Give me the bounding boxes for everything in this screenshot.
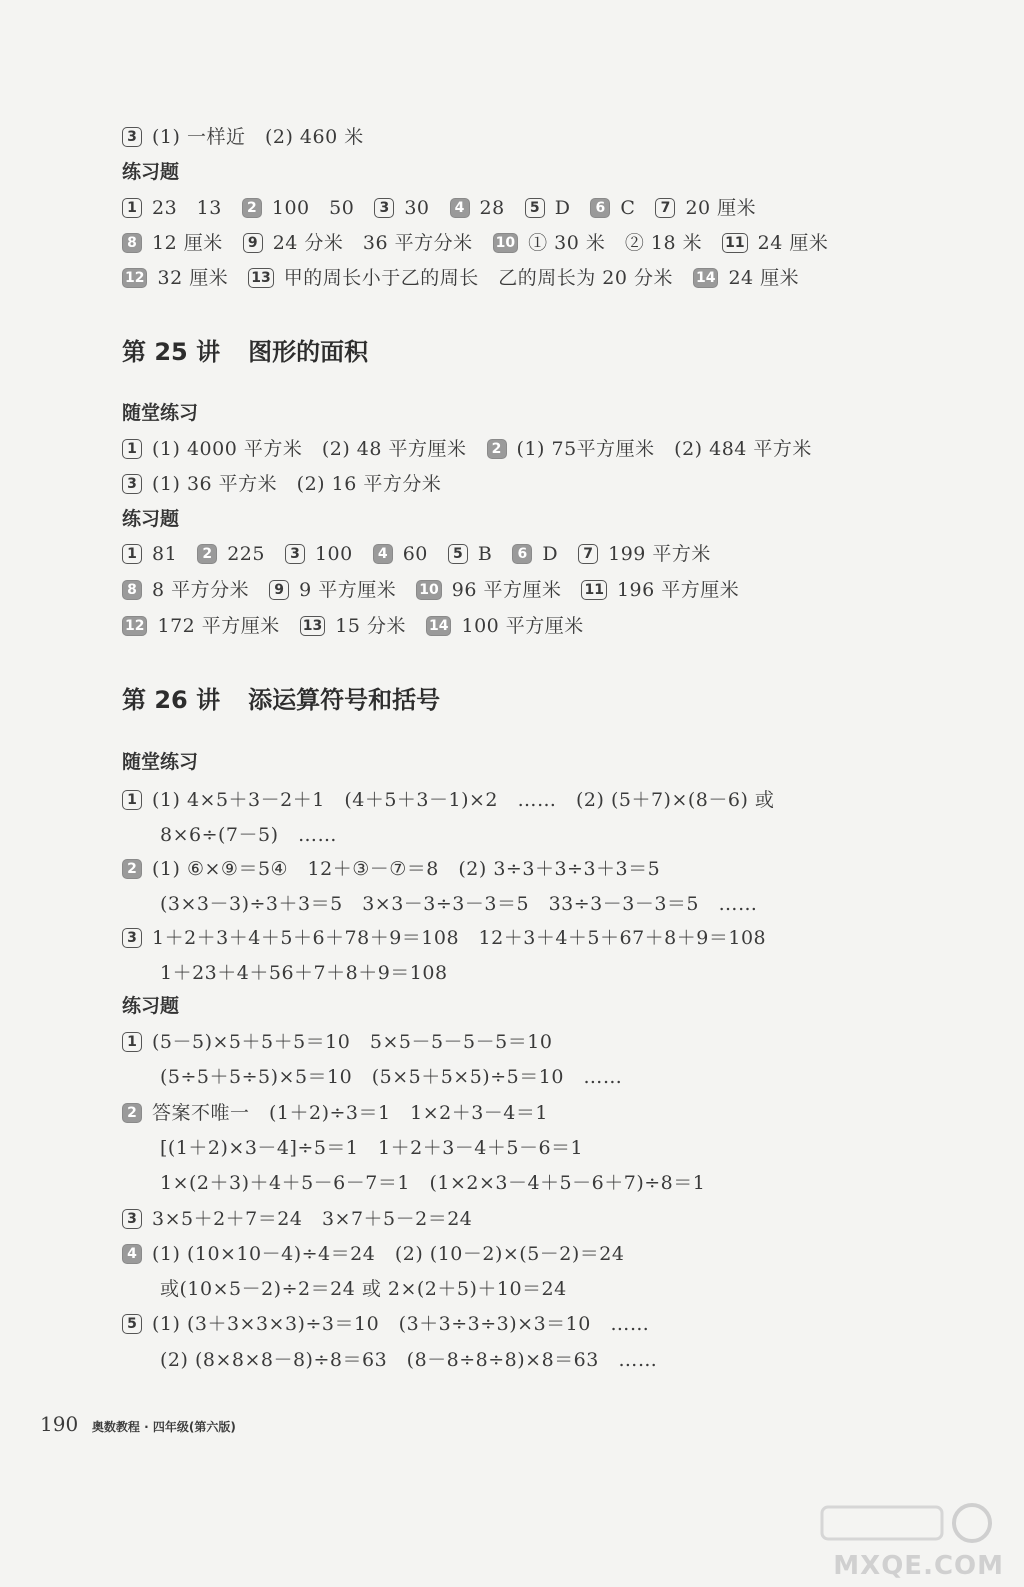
answer-item — [722, 228, 828, 258]
question-number-badge: 6 — [512, 544, 532, 564]
answer-text: 15 分米 — [335, 615, 406, 637]
answer-row — [122, 228, 828, 258]
question-number-badge: 3 — [122, 474, 142, 494]
question-number-badge: 11 — [722, 233, 747, 253]
question-number-badge: 2 — [122, 1103, 142, 1123]
answer-text: 32 厘米 — [157, 267, 229, 289]
practice-label: 随堂练习 — [122, 402, 199, 424]
question-number-badge: 6 — [590, 198, 610, 218]
question-number-badge: 1 — [122, 198, 142, 218]
answer-text: D — [542, 543, 559, 565]
answer-text: 30 — [404, 197, 430, 219]
answer-row — [122, 575, 739, 605]
answer-text: C — [620, 197, 636, 219]
practice-label: 随堂练习 — [122, 751, 199, 773]
question-number-badge: 7 — [578, 544, 598, 564]
answer-text: 9 平方厘米 — [299, 579, 397, 601]
question-number-badge: 2 — [242, 198, 262, 218]
answer-line — [122, 1027, 552, 1057]
answer-item — [493, 228, 703, 258]
answer-item — [374, 193, 429, 223]
question-number-badge: 14 — [426, 616, 451, 636]
answer-item — [269, 575, 396, 605]
question-number-badge: 3 — [122, 1209, 142, 1229]
answer-text: 1＋2＋3＋4＋5＋6＋78＋9＝108 12＋3＋4＋5＋67＋8＋9＝108 — [152, 927, 767, 949]
answer-text: 100 — [314, 543, 353, 565]
answer-text: 8×6÷(7－5) …… — [160, 823, 338, 846]
answer-item — [285, 539, 353, 569]
answer-text: (1) 4000 平方米 (2) 48 平方厘米 — [152, 438, 467, 460]
answer-text: 23 13 — [152, 197, 222, 219]
answer-item — [581, 575, 739, 605]
answer-text: (1) ⑥×⑨＝5④ 12＋③－⑦＝8 (2) 3÷3＋3÷3＋3＝5 — [152, 858, 661, 880]
answer-text: 3×5＋2＋7＝24 3×7＋5－2＝24 — [152, 1207, 473, 1230]
answer-text: 60 — [402, 543, 428, 565]
answer-item — [416, 575, 561, 605]
answer-item — [122, 539, 177, 569]
lecture-title: 添运算符号和括号 — [248, 686, 441, 714]
answer-item — [122, 611, 280, 641]
answer-text: 12 厘米 — [152, 232, 223, 254]
answer-text: (2) (8×8×8－8)÷8＝63 (8－8÷8÷8)×8＝63 …… — [160, 1348, 658, 1371]
question-number-badge: 5 — [122, 1314, 142, 1334]
answer-row — [122, 469, 441, 499]
watermark-text: MXQE.COM — [833, 1551, 1004, 1581]
answer-line — [122, 1239, 624, 1269]
question-number-badge: 9 — [243, 233, 263, 253]
answer-item — [248, 263, 673, 293]
question-number-badge: 7 — [655, 198, 675, 218]
answer-line — [160, 1345, 657, 1375]
answer-item — [300, 611, 406, 641]
answer-row — [122, 122, 364, 152]
answer-text: 8 平方分米 — [152, 579, 250, 601]
question-number-badge: 8 — [122, 233, 142, 253]
question-number-badge: 2 — [487, 439, 507, 459]
answer-item — [655, 193, 756, 223]
answer-row — [122, 611, 584, 641]
answer-text: 20 厘米 — [685, 197, 757, 219]
question-number-badge: 1 — [122, 1032, 142, 1052]
answer-text: (1) 4×5＋3－2＋1 (4＋5＋3－1)×2 …… (2) (5＋7)×(8－6) 或 — [152, 789, 775, 811]
answer-line — [122, 1309, 649, 1339]
answer-row — [122, 193, 756, 223]
answer-item — [693, 263, 799, 293]
answer-text: 24 厘米 — [728, 267, 800, 289]
question-number-badge: 14 — [693, 268, 718, 288]
exercises-label: 练习题 — [122, 508, 180, 530]
answer-text: (5÷5＋5÷5)×5＝10 (5×5＋5×5)÷5＝10 …… — [160, 1066, 623, 1089]
answer-text: B — [477, 543, 493, 565]
answer-line — [160, 1133, 583, 1163]
answer-text: (3×3－3)÷3＋3＝5 3×3－3÷3－3＝5 33÷3－3－3＝5 …… — [160, 892, 758, 915]
answer-text: (5－5)×5＋5＋5＝10 5×5－5－5－5＝10 — [152, 1031, 553, 1053]
question-number-badge: 11 — [581, 580, 606, 600]
answer-item — [122, 434, 467, 464]
answer-text: 24 厘米 — [757, 232, 829, 254]
question-number-badge: 13 — [300, 616, 325, 636]
answer-line — [122, 785, 774, 815]
answer-line — [160, 1274, 567, 1304]
answer-text: 225 — [227, 543, 265, 565]
page-number: 190 — [40, 1412, 79, 1436]
answer-item — [122, 263, 228, 293]
answer-text: 甲的周长小于乙的周长 乙的周长为 20 分米 — [283, 267, 673, 289]
question-number-badge: 1 — [122, 439, 142, 459]
question-number-badge: 2 — [197, 544, 217, 564]
exercises-label: 练习题 — [122, 161, 180, 183]
lecture-title: 图形的面积 — [248, 338, 369, 366]
answer-line — [160, 889, 758, 919]
answer-text: 81 — [152, 543, 178, 565]
answer-text: 199 平方米 — [608, 543, 711, 565]
answer-text: 196 平方厘米 — [616, 579, 740, 601]
question-number-badge: 13 — [248, 268, 273, 288]
answer-text: 或(10×5－2)÷2＝24 或 2×(2＋5)＋10＝24 — [160, 1278, 567, 1301]
answer-item — [578, 539, 711, 569]
answer-item — [450, 193, 505, 223]
question-number-badge: 12 — [122, 268, 147, 288]
answer-line — [160, 1168, 705, 1198]
answer-line — [122, 854, 660, 884]
answer-item — [197, 539, 265, 569]
answer-line — [122, 923, 766, 953]
question-number-badge: 9 — [269, 580, 289, 600]
answer-item — [122, 469, 441, 499]
question-number-badge: 3 — [374, 198, 394, 218]
answer-text: 1＋23＋4＋56＋7＋8＋9＝108 — [160, 961, 448, 984]
lecture-25-heading — [122, 332, 368, 367]
question-number-badge: 4 — [373, 544, 393, 564]
book-title: 奥数教程 · 四年级(第六版) — [91, 1420, 236, 1434]
question-number-badge: 5 — [525, 198, 545, 218]
question-number-badge: 8 — [122, 580, 142, 600]
question-number-badge: 12 — [122, 616, 147, 636]
question-number-badge: 1 — [122, 544, 142, 564]
answer-line — [160, 958, 448, 988]
answer-line — [160, 1062, 622, 1092]
answer-text: [(1＋2)×3－4]÷5＝1 1＋2＋3－4＋5－6＝1 — [160, 1136, 584, 1159]
question-number-badge: 4 — [450, 198, 470, 218]
lecture-26-heading — [122, 680, 440, 715]
answer-item — [512, 539, 558, 569]
answer-item — [122, 228, 223, 258]
answer-text: ① 30 米 ② 18 米 — [528, 232, 703, 254]
answer-text: 96 平方厘米 — [451, 579, 562, 601]
question-number-badge: 10 — [416, 580, 441, 600]
question-number-badge: 10 — [493, 233, 518, 253]
answer-item — [373, 539, 428, 569]
question-number-badge: 3 — [122, 928, 142, 948]
exercises-label: 练习题 — [122, 995, 180, 1017]
question-number-badge: 2 — [122, 859, 142, 879]
page-footer — [40, 1412, 236, 1436]
answer-line — [122, 1098, 548, 1128]
answer-row — [122, 539, 711, 569]
question-number-badge: 3 — [285, 544, 305, 564]
answer-item — [590, 193, 635, 223]
answer-item — [243, 228, 473, 258]
answer-item — [242, 193, 354, 223]
answer-item — [487, 434, 812, 464]
answer-text: (1) (3＋3×3×3)÷3＝10 (3＋3÷3÷3)×3＝10 …… — [152, 1313, 650, 1336]
answer-text: 答案不唯一 (1＋2)÷3＝1 1×2＋3－4＝1 — [152, 1101, 548, 1124]
answer-text: (1) (10×10－4)÷4＝24 (2) (10－2)×(5－2)＝24 — [152, 1242, 625, 1265]
lecture-number: 第 25 讲 — [122, 338, 221, 366]
question-number-badge: 5 — [448, 544, 468, 564]
answer-row — [122, 263, 799, 293]
answer-text: (1) 36 平方米 (2) 16 平方分米 — [152, 473, 442, 495]
answer-line — [160, 820, 337, 850]
answer-item — [122, 122, 364, 152]
answer-item — [448, 539, 492, 569]
answer-row — [122, 434, 812, 464]
answer-text: 24 分米 36 平方分米 — [272, 232, 473, 254]
lecture-number: 第 26 讲 — [122, 686, 221, 714]
answer-text: 28 — [479, 197, 505, 219]
answer-text: (1) 一样近 (2) 460 米 — [152, 126, 364, 148]
answer-text: 100 50 — [271, 197, 355, 219]
answer-text: 1×(2＋3)＋4＋5－6－7＝1 (1×2×3－4＋5－6＋7)÷8＝1 — [160, 1172, 706, 1195]
question-number-badge: 3 — [122, 127, 142, 147]
answer-text: 172 平方厘米 — [157, 615, 280, 637]
question-number-badge: 1 — [122, 790, 142, 810]
answer-item — [122, 193, 222, 223]
answer-text: 100 平方厘米 — [461, 615, 584, 637]
answer-text: D — [554, 197, 571, 219]
question-number-badge: 4 — [122, 1244, 142, 1264]
answer-item — [426, 611, 584, 641]
answer-item — [122, 575, 249, 605]
answer-line — [122, 1204, 472, 1234]
answer-item — [525, 193, 571, 223]
answer-text: (1) 75平方厘米 (2) 484 平方米 — [516, 438, 812, 460]
